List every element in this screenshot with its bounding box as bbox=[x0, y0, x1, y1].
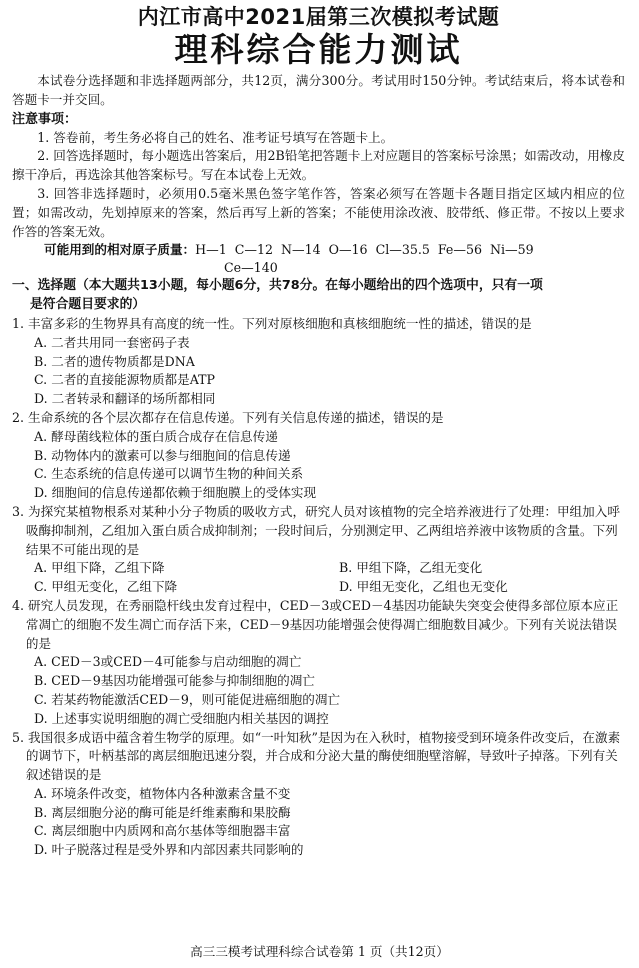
option-b: B. CED－9基因功能增强可能参与抑制细胞的凋亡 bbox=[34, 673, 315, 689]
option-b: B. 动物体内的激素可以参与细胞间的信息传递 bbox=[34, 447, 291, 463]
option-c: C. 二者的直接能源物质都是ATP bbox=[34, 372, 216, 388]
option-c: C. 离层细胞中内质网和高尔基体等细胞器丰富 bbox=[34, 823, 291, 839]
section-heading-line1: 一、选择题（本大题共13小题，每小题6分，共78分。在每小题给出的四个选项中，只有一项 bbox=[12, 278, 543, 294]
question-stem: 5. 我国很多成语中蕴含着生物学的原理。如“一叶知秋”是因为在入秋时，植物接受到环境条件改变后，在激素的调节下，叶柄基部的离层细胞迅速分裂，并合成和分泌大量的酶使细胞壁溶解，导致叶子掉落。下列有关叙述错误的是 bbox=[12, 729, 621, 783]
option-d: D. 细胞间的信息传递都依赖于细胞膜上的受体实现 bbox=[34, 485, 317, 501]
option-a: A. 酵母菌线粒体的蛋白质合成存在信息传递 bbox=[34, 428, 278, 444]
option-a: A. 环境条件改变，植物体内各种激素含量不变 bbox=[34, 785, 291, 801]
option-d: D. 二者转录和翻译的场所都相同 bbox=[34, 391, 216, 407]
option-a: A. 甲组下降，乙组下降 bbox=[34, 560, 165, 576]
option-b: B. 离层细胞分泌的酶可能是纤维素酶和果胶酶 bbox=[34, 804, 291, 820]
option-d: D. 甲组无变化，乙组也无变化 bbox=[339, 579, 508, 595]
question-stem: 2. 生命系统的各个层次都存在信息传递。下列有关信息传递的描述，错误的是 bbox=[12, 409, 444, 425]
atomic-masses-values-cont: Ce—140 bbox=[224, 260, 278, 276]
option-b: B. 甲组下降，乙组无变化 bbox=[339, 560, 483, 576]
note-item: 2. 回答选择题时，每小题选出答案后，用2B铅笔把答题卡上对应题目的答案标号涂黑；如需改动，用橡皮擦干净后，再选涂其他答案标号。写在本试卷上无效。 bbox=[12, 148, 625, 183]
notes-title: 注意事项： bbox=[12, 111, 78, 127]
intro-paragraph: 本试卷分选择题和非选择题两部分，共12页，满分300分。考试用时150分钟。考试结束后，将本试卷和答题卡一并交回。 bbox=[12, 73, 625, 107]
option-row bbox=[12, 559, 625, 578]
question-5 bbox=[12, 729, 625, 861]
question-stem: 4. 研究人员发现，在秀丽隐杆线虫发育过程中，CED－3或CED－4基因功能缺失突变会使得多部位原本应正常凋亡的细胞不发生凋亡而存活下来，CED－9基因功能增强会使得凋亡细胞数目减少。下列有关说法错误的是 bbox=[12, 597, 619, 651]
question-4 bbox=[12, 597, 625, 729]
option-row bbox=[12, 578, 625, 597]
question-2 bbox=[12, 409, 625, 503]
note-item: 1. 答卷前，考生务必将自己的姓名、准考证号填写在答题卡上。 bbox=[37, 129, 394, 145]
section-heading-line2: 是符合题目要求的） bbox=[30, 297, 146, 313]
option-d: D. 叶子脱落过程是受外界和内部因素共同影响的 bbox=[34, 842, 304, 858]
atomic-masses-values: H—1 C—12 N—14 O—16 Cl—35.5 Fe—56 Ni—59 bbox=[195, 242, 534, 258]
option-c: C. 生态系统的信息传递可以调节生物的种间关系 bbox=[34, 466, 304, 482]
question-1 bbox=[12, 315, 625, 409]
question-stem: 1. 丰富多彩的生物界具有高度的统一性。下列对原核细胞和真核细胞统一性的描述，错误的是 bbox=[12, 315, 532, 331]
page-footer: 高三三模考试理科综合试卷第 1 页（共12页） bbox=[190, 944, 449, 959]
option-a: A. CED－3或CED－4可能参与启动细胞的凋亡 bbox=[34, 654, 302, 670]
section-heading bbox=[12, 277, 625, 315]
question-stem: 3. 为探究某植物根系对某种小分子物质的吸收方式，研究人员对该植物的完全培养液进行了处理：甲组加入呼吸酶抑制剂，乙组加入蛋白质合成抑制剂；一段时间后，分别测定甲、乙两组培养液中该物质的含量。下列结果不可能出现的是 bbox=[12, 503, 620, 557]
subject-title: 理科综合能力测试 bbox=[174, 30, 463, 69]
option-a: A. 二者共用同一套密码子表 bbox=[34, 334, 190, 350]
option-c: C. 若某药物能激活CED－9，则可能促进癌细胞的凋亡 bbox=[34, 691, 341, 707]
option-c: C. 甲组无变化，乙组下降 bbox=[34, 579, 178, 595]
atomic-masses bbox=[12, 241, 625, 277]
option-b: B. 二者的遗传物质都是DNA bbox=[34, 353, 195, 369]
atomic-masses-label: 可能用到的相对原子质量： bbox=[44, 242, 196, 258]
question-3 bbox=[12, 503, 625, 597]
option-d: D. 上述事实说明细胞的凋亡受细胞内相关基因的调控 bbox=[34, 710, 329, 726]
exam-title: 内江市高中2021届第三次模拟考试题 bbox=[137, 5, 500, 29]
note-item: 3. 回答非选择题时，必须用0.5毫米黑色签字笔作答，答案必须写在答题卡各题目指定区域内相应的位置；如需改动，先划掉原来的答案，然后再写上新的答案；不能使用涂改液、胶带纸、修正带。不按以上要求作答的答案无效。 bbox=[12, 185, 625, 239]
